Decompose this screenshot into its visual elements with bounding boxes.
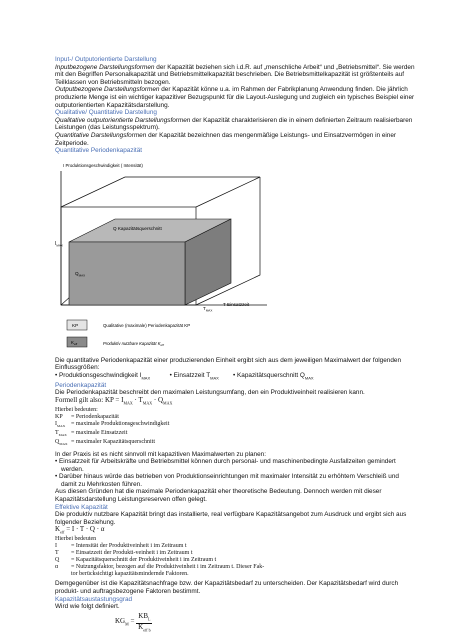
definition-row: KP = Periodenkapazität [55,413,119,420]
paragraph-outputbezogen [55,86,415,109]
definition-row: $Q_{MAX}$ = maximaler Kapazitätsquerschnitt [55,439,156,447]
keff-legend-box-label: $K_{eff}$ [71,339,78,346]
text-inputbezogen: der Kapazität beziehen sich i.d.R. auf „menschliche Arbeit“ und „Betriebsmittel“. Sie werden mit den Begriffen Personalkapazität und Betriebsmittelkapazität beschrieben. Die Betriebsmittelkapazität ist größtenteils auf Teilklassen von Betriebsmitteln bezogen. [55,63,415,86]
section-heading-periodenkapazitaet-quant: Quantitative Periodenkapazität [55,147,143,155]
term-qualitativ: Qualitative outputorientierte Darstellungsformen [55,116,191,124]
formula-kp: Formell gilt also: KP = $I_{MAX} \cdot T_{MAX} \cdot Q_{MAX}$ [55,395,173,406]
term-outputbezogen: Outputbezogene Darstellungsformen [55,86,160,94]
formula-kg-lhs: $KG_M$ = [115,617,137,627]
paragraph-gruende: Aus diesen Gründen hat die maximale Periodenkapazität eher theoretische Bedeutung. Dennoch werden mit dieser Kapazitätsdarstellung Leistungsreserven offen gelegt. [55,488,382,504]
definitions-keff-intro: Hierbei bedeuten [55,536,97,543]
definition-row: Q = Kapazitätsquerschnitt der Produktiveinheit i im Zeitraum t [55,557,217,564]
paragraph-inputbezogen [55,64,415,87]
bullet-kapazitaetsquerschnitt: • Kapazitätsquerschnitt $Q_{MAX}$ [233,371,314,381]
definitions-keff [55,536,415,578]
formula-kg-denominator: $K_{eff b}$ [138,622,151,633]
section-heading-qual-quant: Qualitative/ Quantitative Darstellung [55,109,157,117]
kp-legend-box-label: KP [72,322,79,328]
definition-row: I = Intensität der Produktiveinheit i im Zeitraum t [55,543,187,550]
section-heading-input-output: Input-/ Outputorientierte Darstellung [55,56,157,63]
y-axis-label: I Produktionsgeschwindigkeit ( Intensität) [63,162,143,168]
definition-row: $T_{MAX}$ = maximale Einsatzzeit [55,430,128,438]
paragraph-quant-periodenkapazitaet: Die quantitative Periodenkapazität einer produzierenden Einheit ergibt sich aus dem jeweiligen Maximalwert der folgenden Einflussgrößen: [55,356,402,372]
term-inputbezogen: Inputbezogene Darstellungsformen [55,63,155,71]
bullet-produktionsgeschwindigkeit: • Produktionsgeschwindigkeit $I_{MAX}$ [55,371,151,381]
paragraph-periodenkapazitaet: Die Periodenkapazität beschreibt den maximalen Leistungsumfang, den ein Produktiveinheit realisieren kann. [55,389,365,397]
bullet-einsatzzeit: • Einsatzzeit $T_{MAX}$ [169,371,219,381]
tmax-label: $T_{MAX}$ [203,305,213,313]
definition-row: $I_{MAX}$ = maximale Produktionsgeschwindigkeit [55,420,170,429]
paragraph-qualitativ [55,117,415,132]
text-outputbezogen: der Kapazität könne u.a. im Rahmen der Fabrikplanung Anwendung finden. Die jährlich produzierte Menge ist ein wichtiger kapazitiver Bezugspunkt für die Layout-Auslegung und zugleich ein typisches Beispiel einer outputorientierten Kapazitätsdarstellung. [55,86,415,109]
q-capacity-label: Q Kapazitätsquerschnitt [113,225,162,231]
t-axis-label: T Einsatzzeit [223,301,250,307]
capacity-cube-figure [55,157,335,417]
formula-kg-fraction [136,613,152,634]
text-qualitativ: der Kapazität charakterisieren die in einem definierten Zeitraum realisierbaren Leistungen (das Leistungsspektrum). [55,116,413,132]
definition-row: α = Nutzungsfaktor, bezogen auf die Produktiveinheit i im Zeitraum t. Dieser Fak- [55,564,265,571]
document-page [55,56,415,634]
paragraph-praxis: In der Praxis ist es nicht sinnvoll mit kapazitiven Maximalwerten zu planen: [55,450,266,458]
paragraph-kapazitaetsbedarf: Demgegenüber ist die Kapazitätsnachfrage bzw. der Kapazitätsbedarf zu unterscheiden. Der Kapazitätsbedarf wird durch produkt- und auftragsbezogene Faktoren bestimmt. [55,580,399,596]
kp-legend-text: Qualitative (maximale) Periodenkapazität KP [103,322,191,328]
definition-row: T = Einsatzzeit der Produkti-veinheit i im Zeitraum t [55,550,193,557]
formula-kg-numerator: $KB_L$ [136,613,152,624]
qmax-label: $Q_{MAX}$ [75,270,86,278]
section-heading-effektive-kapazitaet: Effektive Kapazität [55,503,108,511]
definition-row: tor berücksichtigt kapazitätsmindernde Faktoren. [71,571,189,578]
bullet-einsatzzeit-ausfall: • Einsatzzeit für Arbeitskräfte und Betriebsmittel können durch personal- und maschinenbedingte Ausfallzeiten gemindert werden. [55,458,396,473]
term-quantitativ: Quantitative Darstellungsformen [55,131,147,139]
imax-label: $I_{MAX}$ [55,240,63,248]
section-heading-periodenkapazitaet: Periodenkapazität [55,381,107,389]
bullet-verschleiss: • Darüber hinaus würde das betrieben von Produktionseinrichtungen mit maximaler Intensität zu erhöhtem Verschleiß und damit zu Mehrkosten führen. [55,473,399,488]
section-heading-auslastungsgrad: Kapazitätsaustastungsgrad [55,595,133,603]
paragraph-auslastungsgrad: Wird wie folgt definiert. [55,603,120,611]
paragraph-effektive-kapazitaet: Die produktiv nutzbare Kapazität bringt das installierte, real verfügbare Kapazitätsangebot zum Ausdruck und ergibt sich aus folgender Beziehung. [55,511,407,526]
capacity-cube-diagram [55,157,335,415]
definitions-kp-intro: Hierbei bedeuten: [55,406,98,413]
paragraph-quantitativ [55,132,415,147]
text-quantitativ: der Kapazität bezeichnen das mengenmäßige Leistungs- und Einsatzvermögen in einer Zeitperiode. [55,131,397,147]
inner-capacity-block [69,219,231,305]
keff-legend-text: Produktiv nutzbare Kapazität $K_{eff}$ [103,340,164,347]
formula-kg [115,613,415,634]
formula-keff: $K_{eff} = I \cdot T \cdot Q \cdot \alpha$ [55,525,105,535]
